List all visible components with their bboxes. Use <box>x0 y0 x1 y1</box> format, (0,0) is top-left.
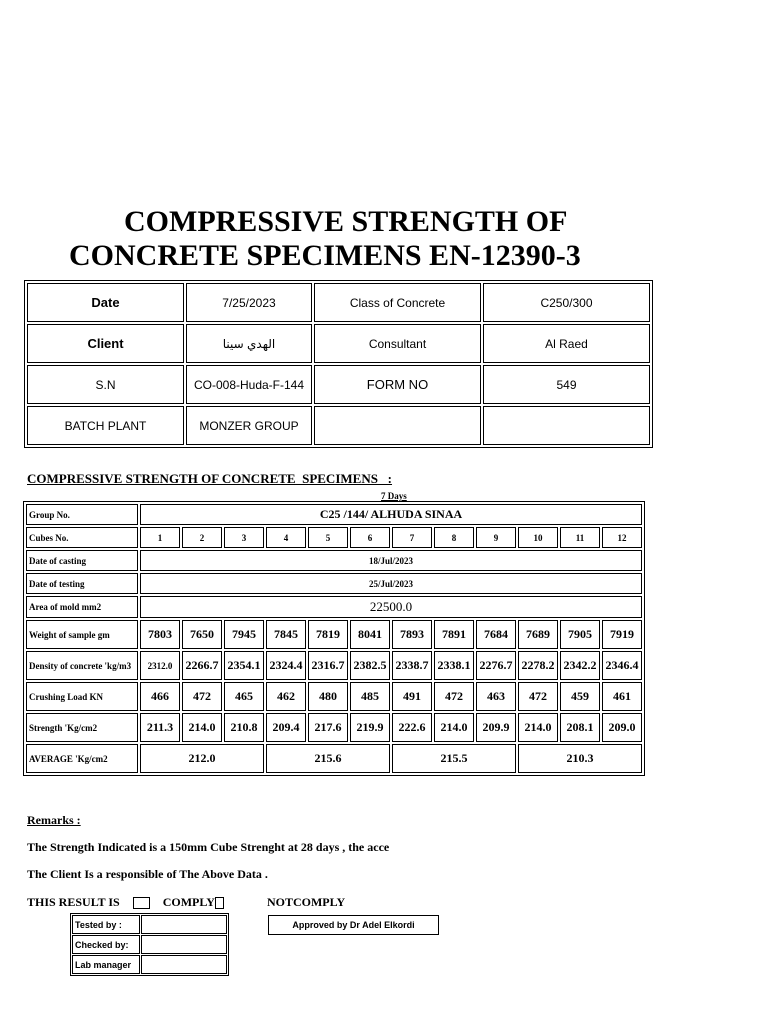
area-row <box>26 596 642 618</box>
form-no-value: 549 <box>483 365 650 404</box>
comply-checkbox[interactable] <box>133 897 150 909</box>
load-cell: 459 <box>560 682 600 711</box>
client-value: الهدي سينا <box>186 324 312 363</box>
cube-number-cell: 10 <box>518 527 558 548</box>
tested-by-label: Tested by : <box>72 915 140 934</box>
cube-number-cell: 9 <box>476 527 516 548</box>
cube-number-cell: 8 <box>434 527 474 548</box>
cube-number-cell: 11 <box>560 527 600 548</box>
density-cell: 2382.5 <box>350 651 390 680</box>
density-cell: 2266.7 <box>182 651 222 680</box>
cube-number-cell: 7 <box>392 527 432 548</box>
load-cell: 472 <box>182 682 222 711</box>
area-value: 22500.0 <box>140 596 642 618</box>
cube-number-cell: 4 <box>266 527 306 548</box>
weight-label: Weight of sample gm <box>26 620 138 649</box>
density-cell: 2338.7 <box>392 651 432 680</box>
weight-cell: 7893 <box>392 620 432 649</box>
testing-label: Date of testing <box>26 573 138 594</box>
approved-by: Approved by Dr Adel Elkordi <box>268 915 439 935</box>
casting-row <box>26 550 642 571</box>
signature-table <box>70 913 229 976</box>
density-row <box>26 651 642 680</box>
load-cell: 472 <box>518 682 558 711</box>
form-no-label: FORM NO <box>314 365 481 404</box>
average-cell: 215.6 <box>266 744 390 773</box>
cubes-row <box>26 527 642 548</box>
group-row <box>26 504 642 525</box>
testing-row <box>26 573 642 594</box>
weight-cell: 7650 <box>182 620 222 649</box>
average-cell: 212.0 <box>140 744 264 773</box>
weight-cell: 7919 <box>602 620 642 649</box>
density-cell: 2276.7 <box>476 651 516 680</box>
casting-label: Date of casting <box>26 550 138 571</box>
checked-by-field[interactable] <box>141 935 227 954</box>
date-value: 7/25/2023 <box>186 283 312 322</box>
load-cell: 461 <box>602 682 642 711</box>
comply-row <box>27 895 345 910</box>
title-line-1: COMPRESSIVE STRENGTH OF <box>124 205 568 238</box>
section-heading: COMPRESSIVE STRENGTH OF CONCRETE SPECIMENS : <box>27 471 393 486</box>
strength-row <box>26 713 642 742</box>
density-cell: 2278.2 <box>518 651 558 680</box>
cube-number-cell: 12 <box>602 527 642 548</box>
group-value: C25 /144/ ALHUDA SINAA <box>140 504 642 525</box>
title-line-2: CONCRETE SPECIMENS EN-12390-3 <box>69 239 581 272</box>
days-label: 7 Days <box>381 491 407 501</box>
weight-cell: 7684 <box>476 620 516 649</box>
density-cell: 2354.1 <box>224 651 264 680</box>
remark-line-1: The Strength Indicated is a 150mm Cube Strenght at 28 days , the acce <box>27 840 390 854</box>
area-label: Area of mold mm2 <box>26 596 138 618</box>
results-table <box>23 501 645 776</box>
weight-cell: 7891 <box>434 620 474 649</box>
strength-cell: 208.1 <box>560 713 600 742</box>
average-cell: 215.5 <box>392 744 516 773</box>
strength-cell: 209.0 <box>602 713 642 742</box>
strength-cell: 210.8 <box>224 713 264 742</box>
load-label: Crushing Load KN <box>26 682 138 711</box>
density-cell: 2338.1 <box>434 651 474 680</box>
date-label: Date <box>27 283 184 322</box>
weight-cell: 7945 <box>224 620 264 649</box>
density-label: Density of concrete 'kg/m3 <box>26 651 138 680</box>
load-cell: 466 <box>140 682 180 711</box>
weight-row <box>26 620 642 649</box>
batch-plant-value: MONZER GROUP <box>186 406 312 445</box>
client-label: Client <box>27 324 184 363</box>
sn-label: S.N <box>27 365 184 404</box>
strength-cell: 211.3 <box>140 713 180 742</box>
weight-cell: 7819 <box>308 620 348 649</box>
notcomply-label: NOTCOMPLY <box>266 895 346 909</box>
consultant-label: Consultant <box>314 324 481 363</box>
average-row <box>26 744 642 773</box>
group-label: Group No. <box>26 504 138 525</box>
density-cell: 2324.4 <box>266 651 306 680</box>
load-cell: 462 <box>266 682 306 711</box>
weight-cell: 7905 <box>560 620 600 649</box>
weight-cell: 7689 <box>518 620 558 649</box>
testing-date: 25/Jul/2023 <box>140 573 642 594</box>
tested-by-field[interactable] <box>141 915 227 934</box>
class-label: Class of Concrete <box>314 283 481 322</box>
strength-label: Strength 'Kg/cm2 <box>26 713 138 742</box>
weight-cell: 8041 <box>350 620 390 649</box>
cube-number-cell: 5 <box>308 527 348 548</box>
density-cell: 2312.0 <box>140 651 180 680</box>
strength-cell: 209.9 <box>476 713 516 742</box>
cube-number-cell: 3 <box>224 527 264 548</box>
density-cell: 2316.7 <box>308 651 348 680</box>
strength-cell: 219.9 <box>350 713 390 742</box>
empty-cell <box>483 406 650 445</box>
density-cell: 2342.2 <box>560 651 600 680</box>
lab-manager-label: Lab manager <box>72 955 140 974</box>
sn-value: CO-008-Huda-F-144 <box>186 365 312 404</box>
load-cell: 485 <box>350 682 390 711</box>
average-cell: 210.3 <box>518 744 642 773</box>
checked-by-label: Checked by: <box>72 935 140 954</box>
notcomply-checkbox[interactable] <box>215 897 224 909</box>
info-table <box>24 280 653 448</box>
strength-cell: 214.0 <box>518 713 558 742</box>
comply-label: COMPLY <box>162 895 215 909</box>
strength-cell: 217.6 <box>308 713 348 742</box>
casting-date: 18/Jul/2023 <box>140 550 642 571</box>
load-cell: 465 <box>224 682 264 711</box>
lab-manager-field[interactable] <box>141 955 227 974</box>
class-value: C250/300 <box>483 283 650 322</box>
cube-number-cell: 2 <box>182 527 222 548</box>
load-cell: 491 <box>392 682 432 711</box>
strength-cell: 209.4 <box>266 713 306 742</box>
load-cell: 480 <box>308 682 348 711</box>
strength-cell: 214.0 <box>182 713 222 742</box>
result-prefix: THIS RESULT IS <box>27 895 120 909</box>
load-row <box>26 682 642 711</box>
average-label: AVERAGE 'Kg/cm2 <box>26 744 138 773</box>
weight-cell: 7845 <box>266 620 306 649</box>
cube-number-cell: 1 <box>140 527 180 548</box>
density-cell: 2346.4 <box>602 651 642 680</box>
load-cell: 472 <box>434 682 474 711</box>
load-cell: 463 <box>476 682 516 711</box>
strength-cell: 222.6 <box>392 713 432 742</box>
cubes-label: Cubes No. <box>26 527 138 548</box>
consultant-value: Al Raed <box>483 324 650 363</box>
remark-line-2: The Client Is a responsible of The Above Data . <box>27 867 268 881</box>
batch-plant-label: BATCH PLANT <box>27 406 184 445</box>
page-title <box>60 205 620 273</box>
remarks-title: Remarks : <box>27 813 81 827</box>
weight-cell: 7803 <box>140 620 180 649</box>
empty-cell <box>314 406 481 445</box>
strength-cell: 214.0 <box>434 713 474 742</box>
cube-number-cell: 6 <box>350 527 390 548</box>
